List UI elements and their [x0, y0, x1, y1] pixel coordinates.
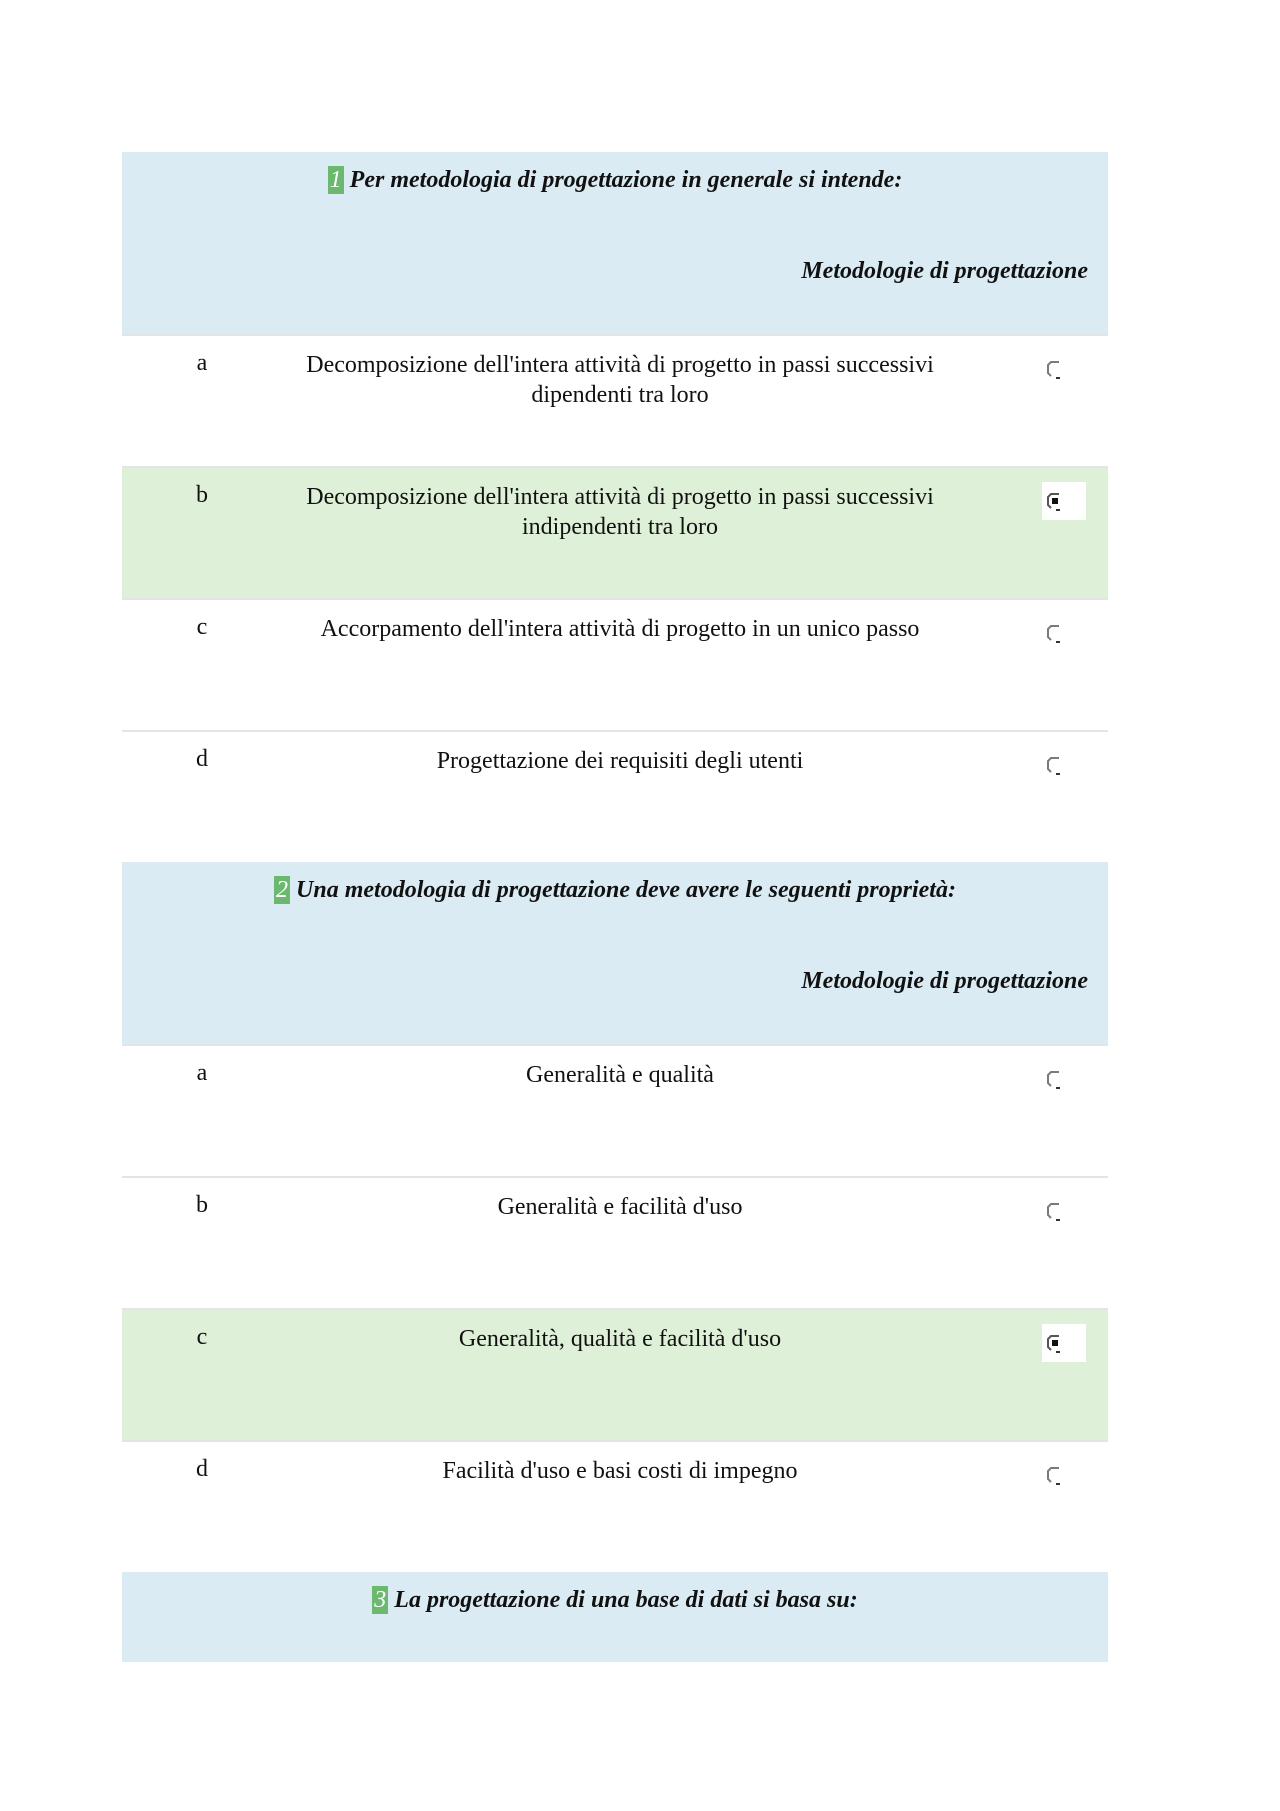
- question-text: Una metodologia di progettazione deve avere le seguenti proprietà:: [296, 877, 956, 903]
- radio-unselected-icon: [1045, 1069, 1067, 1091]
- quiz-list: [122, 152, 1108, 1662]
- radio-selected-icon: [1045, 491, 1067, 513]
- question-title: [122, 1586, 1108, 1614]
- radio-unselected-icon: [1045, 1201, 1067, 1223]
- answer-option[interactable]: [122, 334, 1108, 466]
- radio-button[interactable]: [1042, 482, 1086, 520]
- radio-button[interactable]: [1042, 1192, 1086, 1230]
- option-letter: b: [196, 482, 208, 508]
- option-text: Generalità, qualità e facilità d'uso: [458, 1326, 782, 1352]
- question-title: [122, 876, 1108, 904]
- question-1: [122, 152, 1108, 862]
- radio-unselected-icon: [1045, 359, 1067, 381]
- question-topic: Metodologie di progettazione: [801, 258, 1088, 284]
- option-text: Decomposizione dell'intera attività di progetto in passi successivi dipendenti tra loro: [306, 352, 934, 408]
- answer-option[interactable]: [122, 598, 1108, 730]
- option-letter: a: [196, 1060, 208, 1086]
- answer-option[interactable]: [122, 730, 1108, 862]
- option-text: Generalità e qualità: [526, 1062, 714, 1088]
- question-3: [122, 1572, 1108, 1662]
- answer-option-selected[interactable]: [122, 466, 1108, 598]
- question-number-badge: 2: [276, 877, 289, 903]
- radio-unselected-icon: [1045, 755, 1067, 777]
- radio-button[interactable]: [1042, 350, 1086, 388]
- question-text: La progettazione di una base di dati si basa su:: [394, 1587, 858, 1613]
- option-text: Generalità e facilità d'uso: [497, 1194, 743, 1220]
- question-number-badge: 3: [374, 1587, 387, 1613]
- question-text: Per metodologia di progettazione in generale si intende:: [349, 167, 903, 193]
- question-header: [122, 152, 1108, 334]
- radio-button[interactable]: [1042, 1324, 1086, 1362]
- option-letter: a: [196, 350, 208, 376]
- option-letter: d: [196, 1456, 208, 1482]
- option-letter: c: [196, 1324, 208, 1350]
- question-title: [122, 166, 1108, 194]
- question-topic: Metodologie di progettazione: [801, 968, 1088, 994]
- answer-option[interactable]: [122, 1440, 1108, 1572]
- radio-unselected-icon: [1045, 1465, 1067, 1487]
- radio-unselected-icon: [1045, 623, 1067, 645]
- option-letter: c: [196, 614, 208, 640]
- option-text: Progettazione dei requisiti degli utenti: [436, 748, 804, 774]
- radio-button[interactable]: [1042, 614, 1086, 652]
- option-letter: d: [196, 746, 208, 772]
- question-header: [122, 862, 1108, 1044]
- question-2: [122, 862, 1108, 1572]
- radio-selected-icon: [1045, 1333, 1067, 1355]
- question-header: [122, 1572, 1108, 1662]
- option-letter: b: [196, 1192, 208, 1218]
- option-text: Facilità d'uso e basi costi di impegno: [442, 1458, 798, 1484]
- answer-option[interactable]: [122, 1044, 1108, 1176]
- question-number-badge: 1: [329, 167, 342, 193]
- radio-button[interactable]: [1042, 1060, 1086, 1098]
- option-text: Accorpamento dell'intera attività di progetto in un unico passo: [320, 616, 920, 642]
- answer-option[interactable]: [122, 1176, 1108, 1308]
- radio-button[interactable]: [1042, 1456, 1086, 1494]
- option-text: Decomposizione dell'intera attività di progetto in passi successivi indipendenti tra loro: [306, 484, 934, 540]
- radio-button[interactable]: [1042, 746, 1086, 784]
- answer-option-selected[interactable]: [122, 1308, 1108, 1440]
